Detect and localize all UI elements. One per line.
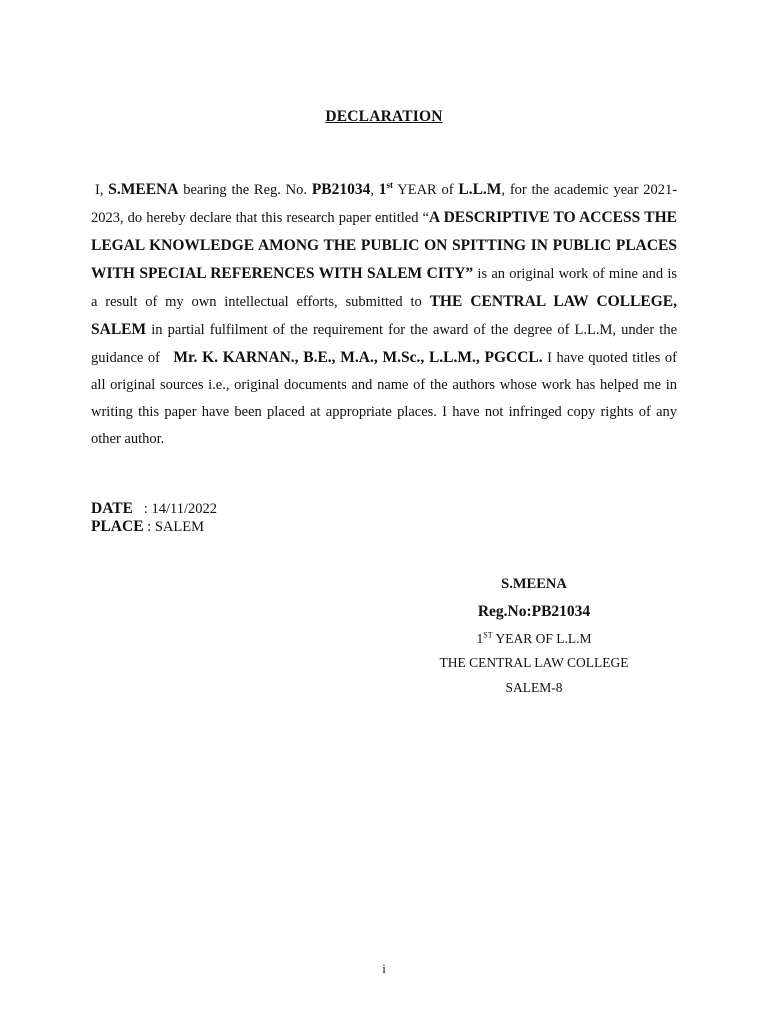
date-value: : 14/11/2022 bbox=[132, 501, 217, 517]
student-name: S.MEENA bbox=[108, 181, 179, 198]
guide-name: Mr. K. KARNAN., B.E., M.A., M.Sc., L.L.M., PGCCL. bbox=[173, 349, 543, 366]
place-label: PLACE bbox=[91, 518, 144, 535]
signature-city: SALEM-8 bbox=[505, 680, 563, 695]
place-line bbox=[91, 518, 204, 536]
date-label: DATE bbox=[91, 500, 133, 517]
body-text: in partial fulfilment of the requirement for the award of the degree of L.L.M, under the guidance of bbox=[91, 322, 677, 366]
year-superscript: st bbox=[386, 180, 394, 191]
signature-year-rest: YEAR OF L.L.M bbox=[492, 631, 592, 646]
year-number: 1 bbox=[378, 181, 387, 198]
body-text: is an original work of mine and is a result of my own intellectual efforts, submitted to bbox=[91, 266, 678, 310]
body-text: I, bbox=[95, 182, 109, 198]
page-number: i bbox=[382, 961, 386, 976]
paper-title: A DESCRIPTIVE TO ACCESS THE LEGAL KNOWLEDGE AMONG THE PUBLIC ON SPITTING IN PUBLIC PLACES WITH SPECIAL REFERENCES WITH SALEM CITY” bbox=[91, 209, 677, 282]
reg-number: PB21034 bbox=[311, 181, 371, 198]
page-title: DECLARATION bbox=[325, 108, 443, 125]
body-text: YEAR of bbox=[393, 182, 459, 198]
signature-year bbox=[400, 631, 668, 647]
college-name: THE CENTRAL LAW COLLEGE, SALEM bbox=[91, 293, 677, 338]
body-text: bearing the Reg. No. bbox=[178, 182, 312, 198]
body-text: , for the academic year 2021-2023, do hereby declare that this research paper entitled “ bbox=[91, 182, 678, 226]
signature-reg: Reg.No:PB21034 bbox=[477, 603, 591, 620]
signature-college: THE CENTRAL LAW COLLEGE bbox=[439, 655, 629, 670]
signature-year-superscript: ST bbox=[483, 630, 493, 640]
body-text: , bbox=[370, 182, 379, 198]
place-value: : SALEM bbox=[143, 519, 204, 535]
body-text: I have quoted titles of all original sources i.e., original documents and name of the authors whose work has helped me in writing this paper have been placed at appropriate places. I have not infringed copy rights of any other author. bbox=[91, 350, 678, 447]
course-name: L.L.M bbox=[458, 181, 502, 198]
declaration-paragraph bbox=[91, 176, 677, 453]
signature-name: S.MEENA bbox=[501, 576, 567, 592]
date-line bbox=[91, 500, 217, 518]
signature-year-number: 1 bbox=[476, 631, 484, 646]
